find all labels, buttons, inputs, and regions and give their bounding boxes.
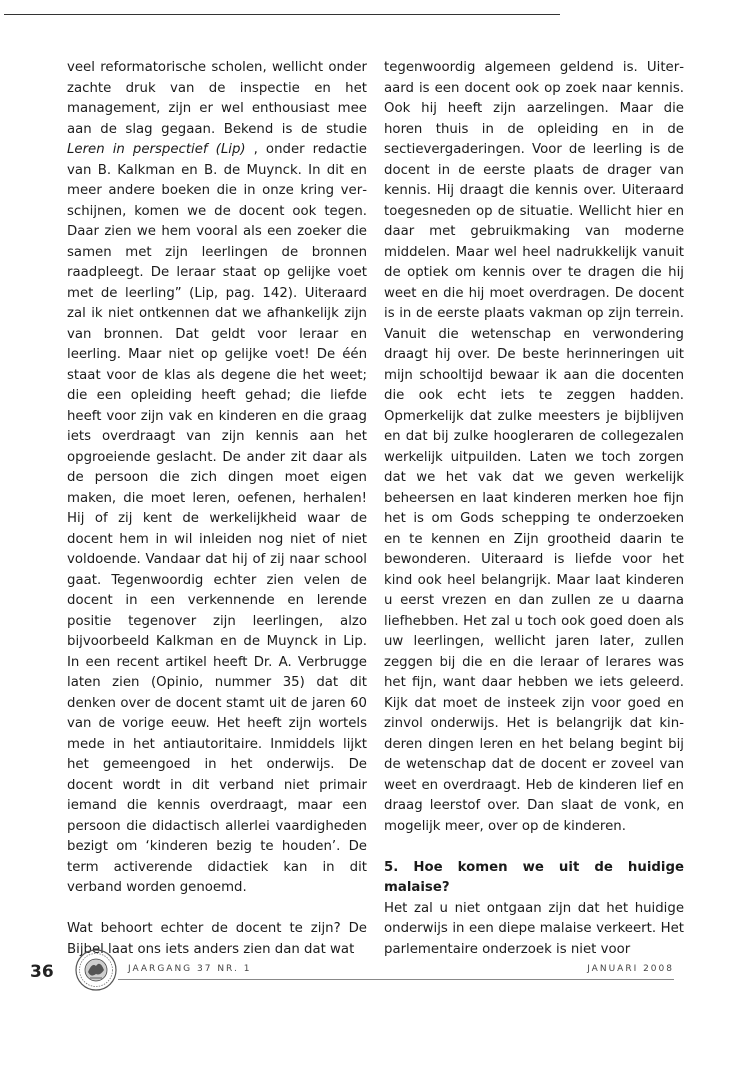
right-paragraph-2: Het zal u niet ontgaan zijn dat het huidige onderwijs in een diepe malaise verkeert. Het parlementaire onderzoek is niet voor xyxy=(384,900,684,957)
journal-seal-icon xyxy=(74,948,118,992)
left-column xyxy=(67,58,367,960)
left-paragraph-2: Wat behoort echter de docent te zijn? De Bijbel laat ons iets anders zien dan dat wat xyxy=(67,921,367,957)
left-paragraph-1 xyxy=(67,58,367,899)
right-paragraph-1: tegenwoordig algemeen geldend is. Uiteraard is een docent ook op zoek naar kennis. Ook hij heeft zijn aarzelingen. Maar die horen thuis in de opleiding en in de sectievergaderingen. Voor de leerling is de docent in de eerste plaats de drager van kennis. Hij draagt die kennis over. Uiteraard toegesneden op de situatie. Wellicht hier en daar met gebruikmaking van moderne middelen. Maar wel heel nadrukkelijk vanuit de optiek om kennis over te dragen die hij weet en die hij moet overdragen. De docent is in de eerste plaats vakman op zijn terrein. Vanuit die wetenschap en verwondering draagt hij over. De beste herinneringen uit mijn schooltijd bewaar ik aan die docenten die ook echt iets te zeggen hadden. Opmerkelijk dat zulke meesters je bijblijven en dat bij zulke hoogleraren de collegezalen werkelijk uitpuilden. Laten we toch zorgen dat we het vak dat we geven werkelijk beheersen en laat kinderen merken hoe fijn het is om Gods schepping te onderzoeken en te kennen en Zijn grootheid daarin te bewonderen. Uiteraard is liefde voor het kind ook heel belangrijk. Maar laat kinderen u eerst vrezen en dan zullen ze u daarna liefhebben. Het zal u toch ook goed doen als uw leerlingen, wellicht jaren later, zullen zeggen bij die en die leraar of lerares was het fijn, want daar hebben we iets geleerd. Kijk dat moet de insteek zijn voor goed en zinvol onderwijs. Het is belangrijk dat kinderen dingen leren en het belang begint bij de wetenschap dat de docent er zoveel van weet en overdraagt. Heb de kinderen lief en draag leerstof over. Dan slaat de vonk, en mogelijk meer, over op de kinderen. xyxy=(384,60,684,834)
section-heading: 5. Hoe komen we uit de huidige malaise? xyxy=(384,859,684,895)
book-title: Leren in perspectief (Lip) xyxy=(67,142,246,157)
issue-date: JANUARI 2008 xyxy=(587,964,674,974)
top-rule xyxy=(4,14,560,15)
footer-rule xyxy=(118,979,674,980)
page-footer xyxy=(0,948,738,998)
left-paragraph-1-start: veel reformatorische scholen, wellicht onder zachte druk van de inspectie en het management, zijn er wel enthousiast mee aan de slag gegaan. Bekend is de studie xyxy=(67,60,367,137)
left-paragraph-1-rest: , onder redactie van B. Kalkman en B. de Muynck. In dit en meer andere boeken die in onze kring verschijnen, komen we de docent ook tegen. Daar zien we hem vooral als een zoeker die samen met zijn leerlingen de bronnen raadpleegt. De leraar staat op gelijke voet met de leerling” (Lip, pag. 142). Uiteraard zal ik niet ontkennen dat we afhankelijk zijn van bronnen. Dat geldt voor leraar en leerling. Maar niet op gelijke voet! De één staat voor de klas als degene die het weet; die een opleiding heeft gehad; die liefde heeft voor zijn vak en kinderen en die graag iets overdraagt van zijn kennis aan het opgroeiende geslacht. De ander zit daar als de persoon die zich dingen moet eigen maken, die moet leren, oefenen, herhalen! Hij of zij kent de werkelijkheid waar de docent hem in wil inleiden nog niet of niet voldoende. Vandaar dat hij of zij naar school gaat. Tegenwoordig echter zien velen de docent in een verkennende en lerende positie tegenover zijn leerlingen, alzo bijvoorbeeld Kalkman en de Muynck in Lip. In een recent artikel heeft Dr. A. Verbrugge laten zien (Opinio, nummer 35) dat dit denken over de docent stamt uit de jaren 60 van de vorige eeuw. Het heeft zijn wortels mede in het antiautoritaire. Inmiddels lijkt het gemeengoed in het onderwijs. De docent wordt in dit verband niet primair iemand die kennis overdraagt, maar een persoon die didactisch allerlei vaardigheden bezigt om ‘kinderen bezig te houden’. De term activerende didactiek kan in dit verband worden genoemd. xyxy=(67,142,367,895)
page-number: 36 xyxy=(30,962,54,982)
right-column xyxy=(384,58,684,960)
journal-issue: JAARGANG 37 NR. 1 xyxy=(128,964,252,974)
